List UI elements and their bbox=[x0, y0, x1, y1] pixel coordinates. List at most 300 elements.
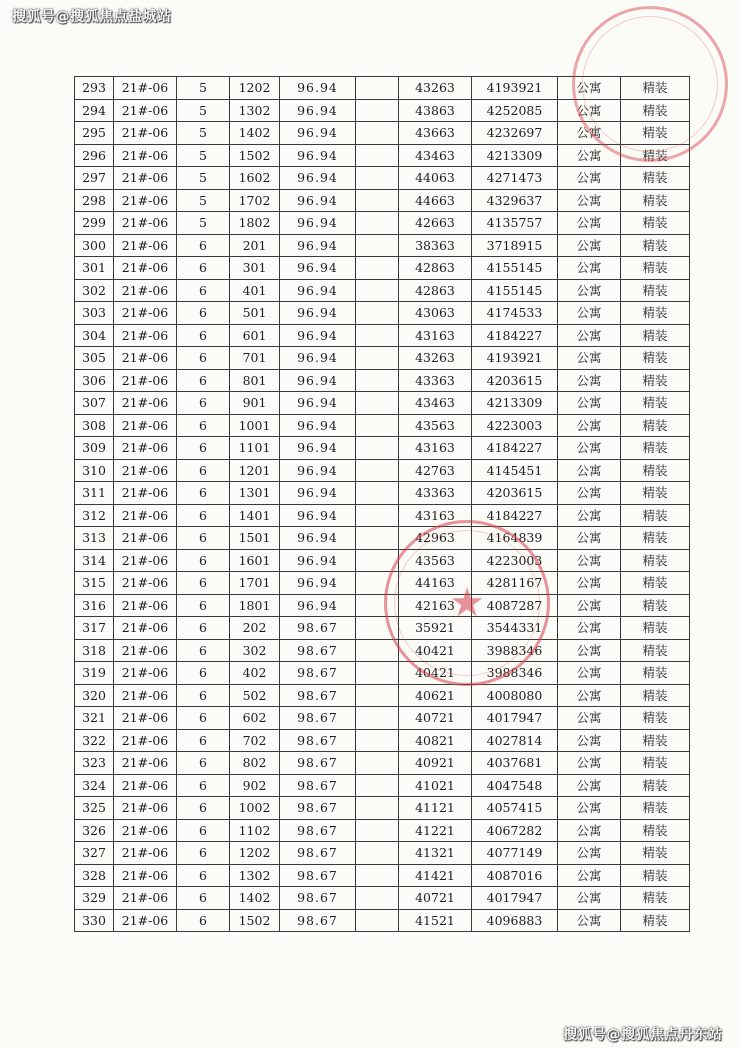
building-cell: 21#-06 bbox=[114, 234, 177, 257]
unit-cell: 5 bbox=[177, 144, 230, 167]
building-cell: 21#-06 bbox=[114, 909, 177, 932]
total-price-cell: 4174533 bbox=[472, 302, 558, 325]
table-row bbox=[75, 144, 690, 167]
property-type-cell: 公寓 bbox=[558, 392, 621, 415]
table-row bbox=[75, 527, 690, 550]
total-price-cell: 4037681 bbox=[472, 752, 558, 775]
room-number-cell: 601 bbox=[230, 324, 280, 347]
blank-cell bbox=[356, 707, 399, 730]
total-price-cell: 4223003 bbox=[472, 414, 558, 437]
area-cell: 98.67 bbox=[280, 729, 356, 752]
decoration-cell: 精装 bbox=[621, 482, 690, 505]
building-cell: 21#-06 bbox=[114, 887, 177, 910]
area-cell: 98.67 bbox=[280, 774, 356, 797]
room-number-cell: 701 bbox=[230, 347, 280, 370]
decoration-cell: 精装 bbox=[621, 662, 690, 685]
row-number-cell: 324 bbox=[75, 774, 114, 797]
property-type-cell: 公寓 bbox=[558, 864, 621, 887]
total-price-cell: 4223003 bbox=[472, 549, 558, 572]
decoration-cell: 精装 bbox=[621, 887, 690, 910]
table-row bbox=[75, 842, 690, 865]
total-price-cell: 3988346 bbox=[472, 639, 558, 662]
blank-cell bbox=[356, 257, 399, 280]
decoration-cell: 精装 bbox=[621, 504, 690, 527]
unit-cell: 6 bbox=[177, 797, 230, 820]
decoration-cell: 精装 bbox=[621, 279, 690, 302]
building-cell: 21#-06 bbox=[114, 752, 177, 775]
table-row bbox=[75, 639, 690, 662]
row-number-cell: 310 bbox=[75, 459, 114, 482]
table-row bbox=[75, 549, 690, 572]
table-row bbox=[75, 729, 690, 752]
room-number-cell: 401 bbox=[230, 279, 280, 302]
blank-cell bbox=[356, 392, 399, 415]
blank-cell bbox=[356, 527, 399, 550]
total-price-cell: 4193921 bbox=[472, 347, 558, 370]
row-number-cell: 325 bbox=[75, 797, 114, 820]
row-number-cell: 319 bbox=[75, 662, 114, 685]
blank-cell bbox=[356, 729, 399, 752]
property-type-cell: 公寓 bbox=[558, 212, 621, 235]
decoration-cell: 精装 bbox=[621, 774, 690, 797]
room-number-cell: 1502 bbox=[230, 909, 280, 932]
decoration-cell: 精装 bbox=[621, 864, 690, 887]
blank-cell bbox=[356, 752, 399, 775]
building-cell: 21#-06 bbox=[114, 414, 177, 437]
area-cell: 96.94 bbox=[280, 594, 356, 617]
watermark-bottom: 搜狐号@搜狐焦点丹东站 bbox=[563, 1027, 723, 1043]
total-price-cell: 4047548 bbox=[472, 774, 558, 797]
property-type-cell: 公寓 bbox=[558, 909, 621, 932]
area-cell: 96.94 bbox=[280, 392, 356, 415]
room-number-cell: 1302 bbox=[230, 99, 280, 122]
room-number-cell: 1302 bbox=[230, 864, 280, 887]
property-type-cell: 公寓 bbox=[558, 594, 621, 617]
decoration-cell: 精装 bbox=[621, 639, 690, 662]
room-number-cell: 1101 bbox=[230, 437, 280, 460]
row-number-cell: 322 bbox=[75, 729, 114, 752]
total-price-cell: 4184227 bbox=[472, 437, 558, 460]
blank-cell bbox=[356, 639, 399, 662]
decoration-cell: 精装 bbox=[621, 99, 690, 122]
area-cell: 96.94 bbox=[280, 369, 356, 392]
unit-cell: 6 bbox=[177, 504, 230, 527]
room-number-cell: 302 bbox=[230, 639, 280, 662]
table-row bbox=[75, 99, 690, 122]
blank-cell bbox=[356, 909, 399, 932]
decoration-cell: 精装 bbox=[621, 842, 690, 865]
total-price-cell: 3718915 bbox=[472, 234, 558, 257]
area-cell: 96.94 bbox=[280, 572, 356, 595]
unit-cell: 6 bbox=[177, 414, 230, 437]
total-price-cell: 4232697 bbox=[472, 122, 558, 145]
blank-cell bbox=[356, 347, 399, 370]
decoration-cell: 精装 bbox=[621, 617, 690, 640]
room-number-cell: 1702 bbox=[230, 189, 280, 212]
table-row bbox=[75, 684, 690, 707]
property-type-cell: 公寓 bbox=[558, 99, 621, 122]
unit-cell: 6 bbox=[177, 324, 230, 347]
total-price-cell: 4135757 bbox=[472, 212, 558, 235]
unit-cell: 6 bbox=[177, 459, 230, 482]
building-cell: 21#-06 bbox=[114, 437, 177, 460]
area-cell: 98.67 bbox=[280, 707, 356, 730]
unit-price-cell: 41421 bbox=[399, 864, 472, 887]
unit-cell: 6 bbox=[177, 234, 230, 257]
property-type-cell: 公寓 bbox=[558, 324, 621, 347]
building-cell: 21#-06 bbox=[114, 257, 177, 280]
total-price-cell: 4096883 bbox=[472, 909, 558, 932]
table-row bbox=[75, 234, 690, 257]
building-cell: 21#-06 bbox=[114, 527, 177, 550]
decoration-cell: 精装 bbox=[621, 77, 690, 100]
total-price-cell: 4203615 bbox=[472, 482, 558, 505]
room-number-cell: 201 bbox=[230, 234, 280, 257]
unit-cell: 5 bbox=[177, 122, 230, 145]
decoration-cell: 精装 bbox=[621, 459, 690, 482]
building-cell: 21#-06 bbox=[114, 504, 177, 527]
blank-cell bbox=[356, 324, 399, 347]
property-type-cell: 公寓 bbox=[558, 729, 621, 752]
blank-cell bbox=[356, 437, 399, 460]
table-row bbox=[75, 212, 690, 235]
unit-price-cell: 40421 bbox=[399, 639, 472, 662]
row-number-cell: 327 bbox=[75, 842, 114, 865]
building-cell: 21#-06 bbox=[114, 212, 177, 235]
room-number-cell: 1802 bbox=[230, 212, 280, 235]
property-type-cell: 公寓 bbox=[558, 437, 621, 460]
building-cell: 21#-06 bbox=[114, 324, 177, 347]
unit-cell: 6 bbox=[177, 482, 230, 505]
blank-cell bbox=[356, 189, 399, 212]
room-number-cell: 1201 bbox=[230, 459, 280, 482]
table-row bbox=[75, 707, 690, 730]
decoration-cell: 精装 bbox=[621, 189, 690, 212]
unit-price-cell: 42763 bbox=[399, 459, 472, 482]
blank-cell bbox=[356, 279, 399, 302]
area-cell: 98.67 bbox=[280, 617, 356, 640]
unit-price-cell: 42963 bbox=[399, 527, 472, 550]
row-number-cell: 295 bbox=[75, 122, 114, 145]
unit-price-cell: 43263 bbox=[399, 347, 472, 370]
property-type-cell: 公寓 bbox=[558, 234, 621, 257]
property-type-cell: 公寓 bbox=[558, 684, 621, 707]
building-cell: 21#-06 bbox=[114, 729, 177, 752]
blank-cell bbox=[356, 797, 399, 820]
unit-price-cell: 43463 bbox=[399, 144, 472, 167]
building-cell: 21#-06 bbox=[114, 122, 177, 145]
building-cell: 21#-06 bbox=[114, 279, 177, 302]
unit-price-cell: 43663 bbox=[399, 122, 472, 145]
total-price-cell: 4087287 bbox=[472, 594, 558, 617]
property-type-cell: 公寓 bbox=[558, 459, 621, 482]
table-row bbox=[75, 594, 690, 617]
row-number-cell: 297 bbox=[75, 167, 114, 190]
unit-price-cell: 38363 bbox=[399, 234, 472, 257]
total-price-cell: 4017947 bbox=[472, 887, 558, 910]
decoration-cell: 精装 bbox=[621, 167, 690, 190]
area-cell: 98.67 bbox=[280, 662, 356, 685]
building-cell: 21#-06 bbox=[114, 347, 177, 370]
decoration-cell: 精装 bbox=[621, 122, 690, 145]
blank-cell bbox=[356, 369, 399, 392]
unit-cell: 6 bbox=[177, 594, 230, 617]
property-type-cell: 公寓 bbox=[558, 707, 621, 730]
decoration-cell: 精装 bbox=[621, 549, 690, 572]
building-cell: 21#-06 bbox=[114, 707, 177, 730]
blank-cell bbox=[356, 842, 399, 865]
unit-cell: 6 bbox=[177, 662, 230, 685]
table-row bbox=[75, 77, 690, 100]
row-number-cell: 294 bbox=[75, 99, 114, 122]
table-row bbox=[75, 797, 690, 820]
unit-price-cell: 42663 bbox=[399, 212, 472, 235]
unit-cell: 6 bbox=[177, 684, 230, 707]
decoration-cell: 精装 bbox=[621, 324, 690, 347]
blank-cell bbox=[356, 414, 399, 437]
blank-cell bbox=[356, 482, 399, 505]
unit-cell: 6 bbox=[177, 864, 230, 887]
price-list-table bbox=[74, 76, 690, 932]
total-price-cell: 4213309 bbox=[472, 144, 558, 167]
total-price-cell: 3988346 bbox=[472, 662, 558, 685]
blank-cell bbox=[356, 99, 399, 122]
row-number-cell: 317 bbox=[75, 617, 114, 640]
building-cell: 21#-06 bbox=[114, 594, 177, 617]
unit-price-cell: 41121 bbox=[399, 797, 472, 820]
row-number-cell: 300 bbox=[75, 234, 114, 257]
total-price-cell: 4008080 bbox=[472, 684, 558, 707]
unit-price-cell: 43263 bbox=[399, 77, 472, 100]
unit-price-cell: 40821 bbox=[399, 729, 472, 752]
blank-cell bbox=[356, 684, 399, 707]
total-price-cell: 4155145 bbox=[472, 279, 558, 302]
total-price-cell: 4281167 bbox=[472, 572, 558, 595]
unit-cell: 6 bbox=[177, 572, 230, 595]
table-row bbox=[75, 752, 690, 775]
room-number-cell: 1401 bbox=[230, 504, 280, 527]
decoration-cell: 精装 bbox=[621, 707, 690, 730]
decoration-cell: 精装 bbox=[621, 819, 690, 842]
area-cell: 96.94 bbox=[280, 77, 356, 100]
row-number-cell: 321 bbox=[75, 707, 114, 730]
unit-price-cell: 43363 bbox=[399, 482, 472, 505]
room-number-cell: 1002 bbox=[230, 797, 280, 820]
area-cell: 96.94 bbox=[280, 482, 356, 505]
row-number-cell: 313 bbox=[75, 527, 114, 550]
room-number-cell: 802 bbox=[230, 752, 280, 775]
blank-cell bbox=[356, 572, 399, 595]
decoration-cell: 精装 bbox=[621, 212, 690, 235]
table-row bbox=[75, 324, 690, 347]
table-row bbox=[75, 414, 690, 437]
decoration-cell: 精装 bbox=[621, 302, 690, 325]
row-number-cell: 305 bbox=[75, 347, 114, 370]
building-cell: 21#-06 bbox=[114, 842, 177, 865]
area-cell: 98.67 bbox=[280, 819, 356, 842]
blank-cell bbox=[356, 594, 399, 617]
room-number-cell: 501 bbox=[230, 302, 280, 325]
watermark-top: 搜狐号@搜狐焦点盐城站 bbox=[12, 9, 172, 25]
area-cell: 96.94 bbox=[280, 144, 356, 167]
row-number-cell: 299 bbox=[75, 212, 114, 235]
building-cell: 21#-06 bbox=[114, 662, 177, 685]
table-row bbox=[75, 369, 690, 392]
property-type-cell: 公寓 bbox=[558, 77, 621, 100]
room-number-cell: 301 bbox=[230, 257, 280, 280]
row-number-cell: 303 bbox=[75, 302, 114, 325]
room-number-cell: 602 bbox=[230, 707, 280, 730]
building-cell: 21#-06 bbox=[114, 797, 177, 820]
unit-price-cell: 43163 bbox=[399, 324, 472, 347]
area-cell: 96.94 bbox=[280, 437, 356, 460]
property-type-cell: 公寓 bbox=[558, 819, 621, 842]
unit-price-cell: 40921 bbox=[399, 752, 472, 775]
decoration-cell: 精装 bbox=[621, 414, 690, 437]
unit-cell: 6 bbox=[177, 752, 230, 775]
total-price-cell: 4252085 bbox=[472, 99, 558, 122]
room-number-cell: 1502 bbox=[230, 144, 280, 167]
blank-cell bbox=[356, 819, 399, 842]
total-price-cell: 4155145 bbox=[472, 257, 558, 280]
decoration-cell: 精装 bbox=[621, 527, 690, 550]
unit-cell: 6 bbox=[177, 279, 230, 302]
unit-price-cell: 43063 bbox=[399, 302, 472, 325]
blank-cell bbox=[356, 662, 399, 685]
row-number-cell: 301 bbox=[75, 257, 114, 280]
property-type-cell: 公寓 bbox=[558, 347, 621, 370]
building-cell: 21#-06 bbox=[114, 482, 177, 505]
table-row bbox=[75, 459, 690, 482]
room-number-cell: 702 bbox=[230, 729, 280, 752]
unit-cell: 6 bbox=[177, 437, 230, 460]
blank-cell bbox=[356, 549, 399, 572]
room-number-cell: 1202 bbox=[230, 842, 280, 865]
room-number-cell: 1801 bbox=[230, 594, 280, 617]
area-cell: 98.67 bbox=[280, 842, 356, 865]
row-number-cell: 314 bbox=[75, 549, 114, 572]
room-number-cell: 1602 bbox=[230, 167, 280, 190]
unit-price-cell: 42163 bbox=[399, 594, 472, 617]
blank-cell bbox=[356, 122, 399, 145]
building-cell: 21#-06 bbox=[114, 774, 177, 797]
property-type-cell: 公寓 bbox=[558, 639, 621, 662]
room-number-cell: 801 bbox=[230, 369, 280, 392]
decoration-cell: 精装 bbox=[621, 437, 690, 460]
building-cell: 21#-06 bbox=[114, 459, 177, 482]
property-type-cell: 公寓 bbox=[558, 797, 621, 820]
row-number-cell: 311 bbox=[75, 482, 114, 505]
room-number-cell: 1301 bbox=[230, 482, 280, 505]
table-row bbox=[75, 437, 690, 460]
property-type-cell: 公寓 bbox=[558, 122, 621, 145]
decoration-cell: 精装 bbox=[621, 797, 690, 820]
decoration-cell: 精装 bbox=[621, 369, 690, 392]
property-type-cell: 公寓 bbox=[558, 504, 621, 527]
table-row bbox=[75, 774, 690, 797]
property-type-cell: 公寓 bbox=[558, 144, 621, 167]
unit-cell: 6 bbox=[177, 527, 230, 550]
table-row bbox=[75, 302, 690, 325]
property-type-cell: 公寓 bbox=[558, 549, 621, 572]
decoration-cell: 精装 bbox=[621, 909, 690, 932]
unit-price-cell: 41221 bbox=[399, 819, 472, 842]
blank-cell bbox=[356, 864, 399, 887]
row-number-cell: 329 bbox=[75, 887, 114, 910]
area-cell: 96.94 bbox=[280, 347, 356, 370]
property-type-cell: 公寓 bbox=[558, 572, 621, 595]
area-cell: 96.94 bbox=[280, 414, 356, 437]
room-number-cell: 202 bbox=[230, 617, 280, 640]
blank-cell bbox=[356, 504, 399, 527]
total-price-cell: 4077149 bbox=[472, 842, 558, 865]
total-price-cell: 4017947 bbox=[472, 707, 558, 730]
decoration-cell: 精装 bbox=[621, 392, 690, 415]
room-number-cell: 1102 bbox=[230, 819, 280, 842]
area-cell: 96.94 bbox=[280, 459, 356, 482]
unit-cell: 6 bbox=[177, 302, 230, 325]
unit-cell: 5 bbox=[177, 189, 230, 212]
area-cell: 96.94 bbox=[280, 324, 356, 347]
building-cell: 21#-06 bbox=[114, 639, 177, 662]
area-cell: 98.67 bbox=[280, 887, 356, 910]
table-row bbox=[75, 504, 690, 527]
unit-cell: 6 bbox=[177, 257, 230, 280]
blank-cell bbox=[356, 212, 399, 235]
table-row bbox=[75, 257, 690, 280]
row-number-cell: 298 bbox=[75, 189, 114, 212]
unit-price-cell: 43563 bbox=[399, 414, 472, 437]
building-cell: 21#-06 bbox=[114, 167, 177, 190]
unit-price-cell: 43563 bbox=[399, 549, 472, 572]
table-row bbox=[75, 819, 690, 842]
total-price-cell: 4271473 bbox=[472, 167, 558, 190]
total-price-cell: 4203615 bbox=[472, 369, 558, 392]
area-cell: 96.94 bbox=[280, 257, 356, 280]
unit-cell: 6 bbox=[177, 819, 230, 842]
room-number-cell: 1402 bbox=[230, 122, 280, 145]
room-number-cell: 1601 bbox=[230, 549, 280, 572]
area-cell: 96.94 bbox=[280, 189, 356, 212]
decoration-cell: 精装 bbox=[621, 594, 690, 617]
blank-cell bbox=[356, 459, 399, 482]
building-cell: 21#-06 bbox=[114, 189, 177, 212]
row-number-cell: 328 bbox=[75, 864, 114, 887]
building-cell: 21#-06 bbox=[114, 684, 177, 707]
unit-cell: 6 bbox=[177, 707, 230, 730]
row-number-cell: 323 bbox=[75, 752, 114, 775]
total-price-cell: 3544331 bbox=[472, 617, 558, 640]
row-number-cell: 306 bbox=[75, 369, 114, 392]
table-body bbox=[75, 77, 690, 932]
area-cell: 96.94 bbox=[280, 302, 356, 325]
blank-cell bbox=[356, 167, 399, 190]
property-type-cell: 公寓 bbox=[558, 662, 621, 685]
table-row bbox=[75, 482, 690, 505]
property-type-cell: 公寓 bbox=[558, 302, 621, 325]
table-row bbox=[75, 392, 690, 415]
decoration-cell: 精装 bbox=[621, 684, 690, 707]
total-price-cell: 4193921 bbox=[472, 77, 558, 100]
building-cell: 21#-06 bbox=[114, 392, 177, 415]
row-number-cell: 326 bbox=[75, 819, 114, 842]
area-cell: 96.94 bbox=[280, 279, 356, 302]
blank-cell bbox=[356, 144, 399, 167]
row-number-cell: 307 bbox=[75, 392, 114, 415]
row-number-cell: 308 bbox=[75, 414, 114, 437]
unit-price-cell: 43163 bbox=[399, 504, 472, 527]
building-cell: 21#-06 bbox=[114, 144, 177, 167]
